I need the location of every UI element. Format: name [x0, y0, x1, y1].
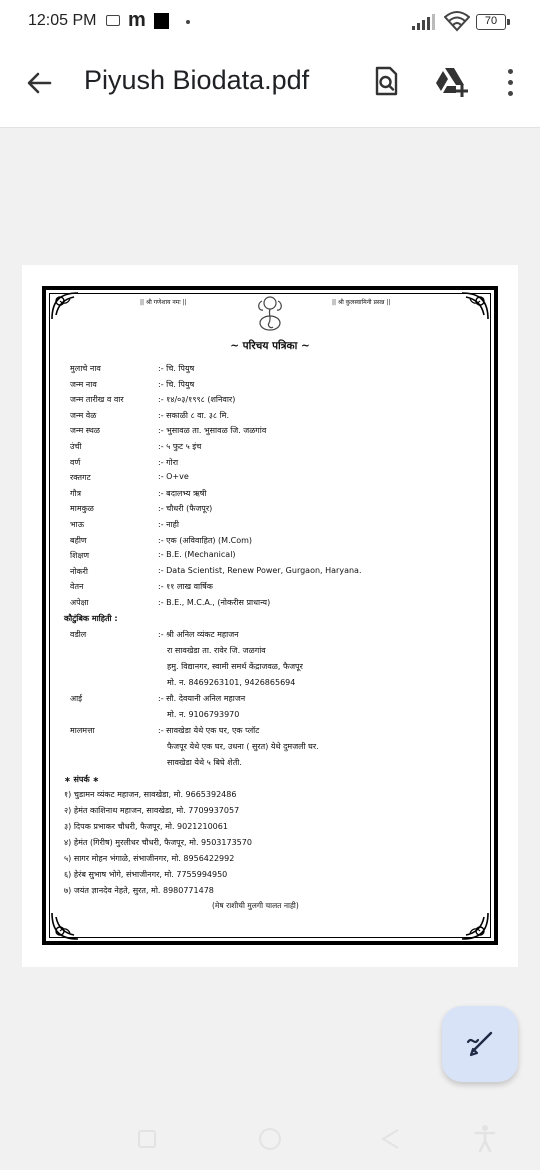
field-value: :- चौधरी (फैजपूर) [158, 504, 213, 514]
pdf-page [22, 265, 518, 967]
field-value: :- चि. पियुष [158, 364, 195, 373]
app-bar [0, 44, 540, 128]
field-label: जन्म नाव [70, 379, 97, 389]
contact-heading: ∗ संपर्क ∗ [64, 775, 100, 784]
field-value: :- नाही [158, 520, 179, 529]
contact-item: ६) हेरंब सुभाष भोगे, संभाजीनगर, मो. 7755994950 [64, 870, 228, 879]
notification-icon [154, 13, 169, 29]
mother-phone: मो. न. 9106793970 [167, 710, 240, 719]
field-label: शिक्षण [70, 551, 90, 561]
more-vert-icon[interactable] [500, 66, 520, 98]
more-notifications-icon [186, 20, 190, 24]
field-label: उंची [70, 442, 82, 451]
header-invocation-left: || श्री गणेशाय नमः || [140, 299, 187, 306]
sim-icon [106, 15, 120, 26]
field-value: :- ५ फुट ५ इंच [158, 442, 202, 451]
home-button[interactable] [259, 1128, 281, 1150]
property-detail: फैजपूर येथे एक घर, उधना ( सुरत) येथे दुमजली घर. [167, 742, 319, 751]
field-value: :- बदालभ्य ऋषी [158, 488, 207, 498]
back-button[interactable] [380, 1128, 400, 1150]
status-time: 12:05 PM [28, 12, 97, 29]
document-title: Piyush Biodata.pdf [84, 65, 310, 95]
field-value: :- सकाळी ८ वा. ३८ मि. [158, 410, 230, 420]
field-value: :- O+ve [158, 472, 189, 482]
wifi-icon [444, 10, 470, 32]
field-value: :- श्री अनिल व्यंकट महाजन [158, 630, 239, 639]
biodata-content [22, 265, 518, 967]
field-value: :- ११ लाख वार्षिक [158, 582, 213, 592]
contact-item: ७) जयंत ज्ञानदेव नेहते, सुरत, मो. 8980771478 [64, 886, 214, 895]
field-value: :- B.E. (Mechanical) [158, 550, 236, 560]
document-heading: ~ परिचय पत्रिका ~ [230, 340, 310, 352]
back-arrow-icon[interactable] [22, 66, 56, 100]
edit-fab-button[interactable] [442, 1006, 518, 1082]
field-value: :- एक (अविवाहित) (M.Com) [158, 535, 253, 545]
field-label: भाऊ [70, 520, 84, 529]
footnote: (मेष राशीची मुलगी चालत नाही) [212, 901, 299, 910]
contact-item: ५) सागर मोहन भंगाळे, संभाजीनगर, मो. 8956422992 [64, 854, 235, 863]
contact-item: १) चुडामन व्यंकट महाजन, सावखेडा, मो. 9665392486 [64, 790, 237, 799]
field-label: नोकरी [70, 566, 88, 576]
field-label: मुलाचे नाव [70, 364, 101, 373]
battery-icon: 70 [476, 14, 506, 30]
field-value: :- गोरा [158, 457, 179, 467]
edit-pen-icon [464, 1028, 496, 1060]
field-label: जन्म स्थळ [70, 426, 100, 436]
field-label: गौत्र [70, 488, 81, 498]
father-address: रा सावखेडा ता. रावेर जि. जळगांव [167, 646, 266, 655]
family-heading: कौटुंबिक माहिती : [64, 614, 118, 623]
field-value: :- Data Scientist, Renew Power, Gurgaon, Haryana. [158, 565, 362, 575]
status-bar [0, 0, 540, 44]
contact-item: २) हेमंत काशिनाथ महाजन, सावखेडा, मो. 7709937057 [64, 806, 240, 815]
field-label: जन्म तारीख व वार [70, 395, 124, 405]
field-value: :- सौ. देवयानी अनिल महाजन [158, 694, 246, 703]
property-detail: सावखेडा येथे ५ बिघे शेती. [167, 758, 242, 767]
field-label: वर्ण [70, 457, 81, 467]
system-nav-bar [0, 1110, 540, 1170]
contact-item: ४) हेमंत (गिरीष) मुरलीधर चौधरी, फैजपूर, मो. 9503173570 [64, 838, 252, 847]
field-label: अपेक्षा [70, 598, 89, 607]
field-value: :- चि. पियुष [158, 379, 195, 389]
field-label: मालमत्ता [70, 726, 95, 735]
contact-item: ३) दिपक प्रभाकर चौधरी, फैजपूर, मो. 9021210061 [64, 822, 228, 831]
field-label: वडील [70, 630, 87, 639]
header-invocation-right: || श्री कुलस्वामिनी प्रसन्न || [332, 299, 391, 306]
field-label: वेतन [70, 582, 84, 592]
field-value: :- B.E., M.C.A., (नोकरीस प्राधान्य) [158, 598, 271, 607]
drive-add-icon[interactable] [434, 65, 470, 99]
recents-button[interactable] [138, 1130, 156, 1148]
field-value: :- १४/०३/१९९८ (शनिवार) [158, 395, 236, 405]
field-label: आई [70, 694, 83, 703]
field-label: मामकुळ [70, 504, 94, 514]
father-phone: मो. न. 8469263101, 9426865694 [167, 678, 296, 687]
field-label: बहीण [70, 535, 87, 545]
ganesh-icon [255, 293, 285, 333]
field-value: :- भुसावळ ता. भुसावळ जि. जळगांव [158, 426, 267, 436]
field-label: रक्तगट [70, 473, 91, 483]
search-document-icon[interactable] [369, 64, 403, 98]
field-label: जन्म वेळ [70, 410, 97, 420]
carrier-icon: m [128, 9, 146, 31]
accessibility-icon[interactable] [474, 1124, 496, 1152]
field-value: :- सावखेडा येथे एक घर, एक प्लॉट [158, 726, 260, 735]
father-address: हमु. विद्यानगर, स्वामी समर्थ केंद्राजवळ, फैजपूर [167, 662, 303, 671]
signal-icon [412, 13, 436, 30]
